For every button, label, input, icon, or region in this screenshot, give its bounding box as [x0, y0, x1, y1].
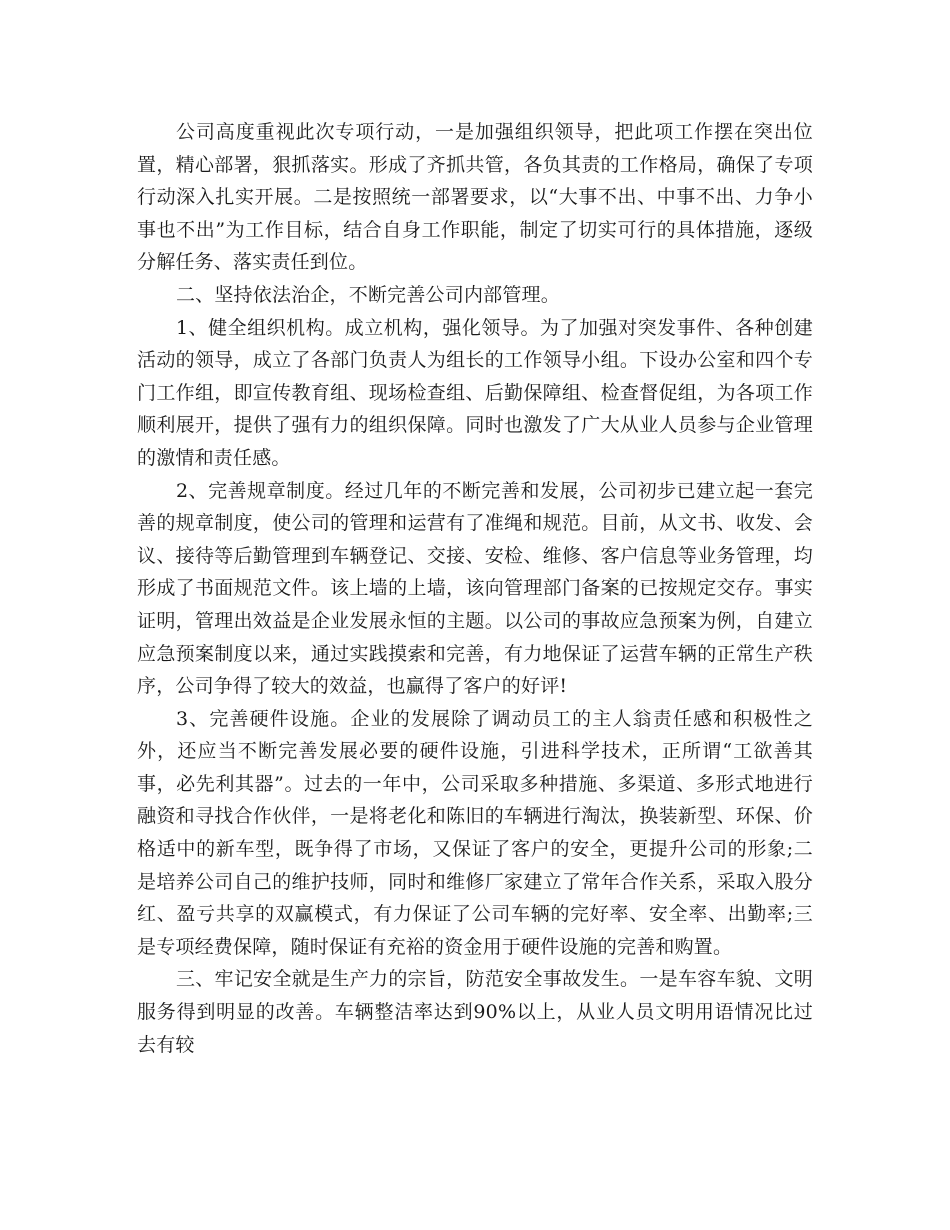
heading-section-two: 二、坚持依法治企，不断完善公司内部管理。 [175, 283, 560, 306]
paragraph-section-three: 三、牢记安全就是生产力的宗旨，防范安全事故发生。一是车容车貌、文明服务得到明显的改善。车辆整洁率达到90%以上，从业人员文明用语情况比过去有较 [137, 968, 813, 1056]
paragraph-organization: 1、健全组织机构。成立机构，强化领导。为了加强对突发事件、各种创建活动的领导，成立了各部门负责人为组长的工作领导小组。下设办公室和四个专门工作组，即宣传教育组、现场检查组、后勤保障组、检查督促组，为各项工作顺利展开，提供了强有力的组织保障。同时也激发了广大从业人员参与企业管理的激情和责任感。 [137, 316, 813, 469]
document-body [137, 116, 813, 1061]
paragraph-regulations: 2、完善规章制度。经过几年的不断完善和发展，公司初步已建立起一套完善的规章制度，使公司的管理和运营有了准绳和规范。目前，从文书、收发、会议、接待等后勤管理到车辆登记、交接、安检、维修、客户信息等业务管理，均形成了书面规范文件。该上墙的上墙，该向管理部门备案的已按规定交存。事实证明，管理出效益是企业发展永恒的主题。以公司的事故应急预案为例，自建立应急预案制度以来，通过实践摸索和完善，有力地保证了运营车辆的正常生产秩序，公司争得了较大的效益，也赢得了客户的好评! [137, 479, 813, 698]
paragraph-hardware: 3、完善硬件设施。企业的发展除了调动员工的主人翁责任感和积极性之外，还应当不断完善发展必要的硬件设施，引进科学技术，正所谓“工欲善其事，必先利其器”。过去的一年中，公司采取多种措施、多渠道、多形式地进行融资和寻找合作伙伴，一是将老化和陈旧的车辆进行淘汰，换装新型、环保、价格适中的新车型，既争得了市场，又保证了客户的安全，更提升公司的形象;二是培养公司自己的维护技师，同时和维修厂家建立了常年合作关系，采取入股分红、盈亏共享的双赢模式，有力保证了公司车辆的完好率、安全率、出勤率;三是专项经费保障，随时保证有充裕的资金用于硬件设施的完善和购置。 [137, 707, 813, 958]
paragraph-leadership: 公司高度重视此次专项行动，一是加强组织领导，把此项工作摆在突出位置，精心部署，狠抓落实。形成了齐抓共管，各负其责的工作格局，确保了专项行动深入扎实开展。二是按照统一部署要求，以“大事不出、中事不出、力争小事也不出”为工作目标，结合自身工作职能，制定了切实可行的具体措施，逐级分解任务、落实责任到位。 [137, 121, 813, 274]
